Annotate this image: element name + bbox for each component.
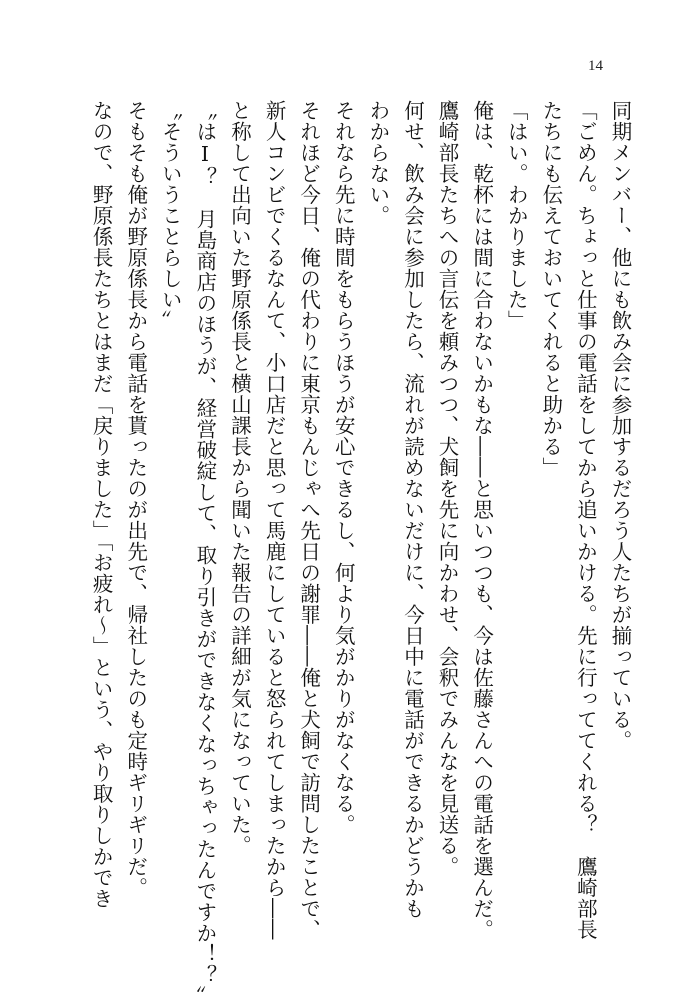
text-line: たちにも伝えておいてくれると助かる」 bbox=[538, 100, 563, 478]
text-line: そもそも俺が野原係長から電話を貰ったのが出先で、帰社したのも定時ギリギリだ。 bbox=[123, 100, 148, 898]
text-line: 鷹崎部長たちへの言伝を頼みつつ、犬飼を先に向かわせ、会釈でみんなを見送る。 bbox=[435, 100, 460, 877]
page-number: 14 bbox=[588, 58, 603, 74]
text-line: 「ごめん。ちょっと仕事の電話をしてから追いかける。先に行っててくれる？ 鷹崎部長 bbox=[573, 100, 598, 940]
text-line: 〝そういうことらしい〟 bbox=[158, 100, 183, 331]
text-line: 新人コンビでくるなんて、小口店だと思って馬鹿にしていると怒られてしまったから―― bbox=[262, 100, 287, 940]
vertical-text-body bbox=[84, 100, 638, 1007]
text-line: それなら先に時間をもらうほうが安心できるし、何より気がかりがなくなる。 bbox=[331, 100, 356, 835]
text-line: それほど今日、俺の代わりに東京もんじゃへ先日の謝罪――俺と犬飼で訪問したことで、 bbox=[296, 100, 321, 940]
text-line: と称して出向いた野原係長と横山課長から聞いた報告の詳細が気になっていた。 bbox=[227, 100, 252, 856]
text-line: 同期メンバー、他にも飲み会に参加するだろう人たちが揃っている。 bbox=[608, 100, 632, 751]
text-line: 〝はⅠ？ 月島商店のほうが、経営破綻して、取り引きができなくなっちゃったんですか！？〟 bbox=[192, 100, 217, 1007]
text-line: なので、野原係長たちとはまだ「戻りました」「お疲れ～」という、やり取りしかでき bbox=[89, 100, 114, 909]
text-line: 何せ、飲み会に参加したら、流れが読めないだけに、今日中に電話ができるかどうかも bbox=[400, 100, 425, 919]
text-line: わからない。 bbox=[365, 100, 390, 226]
text-line: 俺は、乾杯には間に合わないかもな――と思いつつも、今は佐藤さんへの電話を選んだ。 bbox=[469, 100, 494, 940]
text-line: 「はい。わかりました」 bbox=[504, 100, 529, 331]
